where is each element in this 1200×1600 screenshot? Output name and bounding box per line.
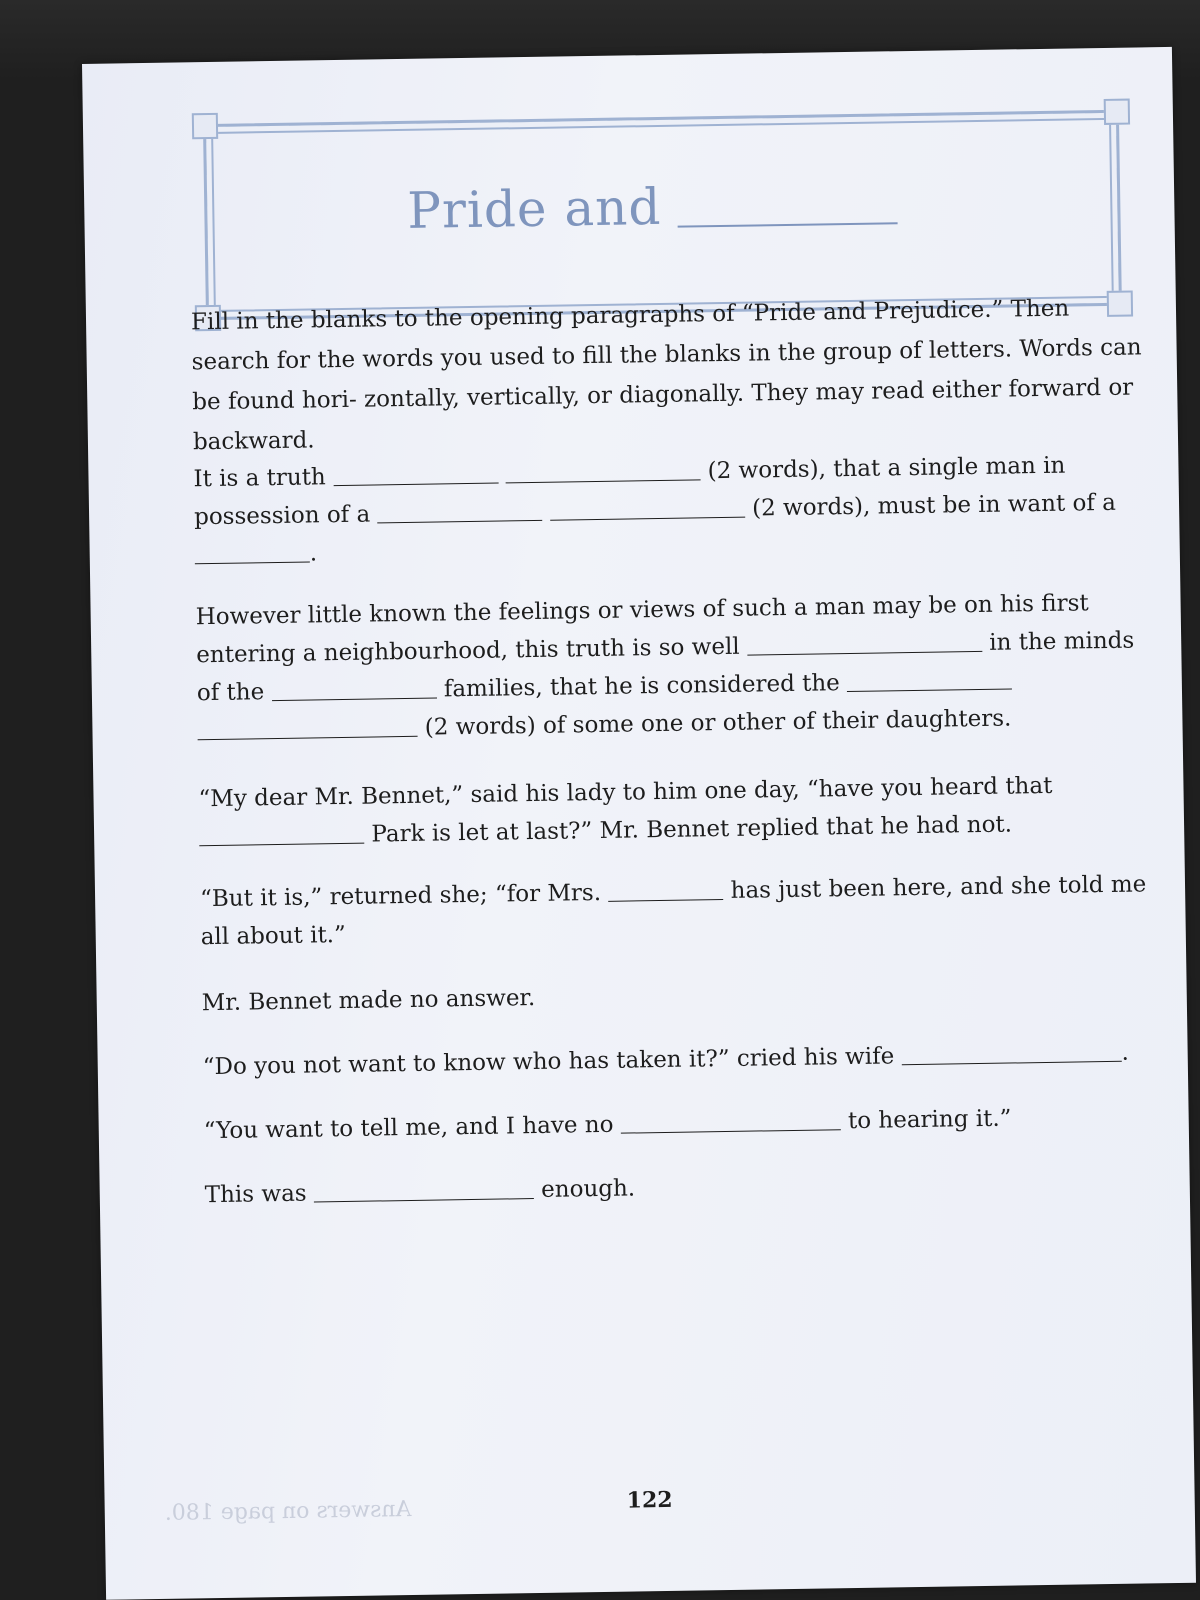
bleed-through-text: Answers on page 180. — [164, 1497, 412, 1526]
blank — [197, 714, 417, 740]
blank — [621, 1107, 841, 1133]
blank — [195, 539, 310, 564]
paragraph-1 — [193, 445, 1150, 574]
p2-text-c: families, that he is considered the — [443, 670, 841, 703]
paragraph-8 — [204, 1161, 1159, 1214]
p3-text-b: Park is let at last?” Mr. Bennet replied that he had not. — [371, 811, 1013, 848]
blank — [901, 1039, 1121, 1065]
blank — [608, 877, 723, 902]
p7-text-b: to hearing it.” — [847, 1105, 1012, 1135]
paragraph-4 — [200, 865, 1156, 956]
blank — [550, 495, 745, 521]
p2-text-a: However little known the feelings or views of such a man may be on his first entering a neighbourhood, this truth is so well — [195, 590, 1089, 669]
instructions: Fill in the blanks to the opening paragraphs of “Pride and Prejudice.” Then search for the words you used to fill the blanks in the group of letters. Words can be found hori- zontally, vertically, or diagonally. They may read either forward or backward. — [190, 295, 1142, 456]
p1-text-c: (2 words), must be in want of a — [751, 489, 1117, 522]
blank — [377, 498, 542, 524]
blank — [847, 666, 1012, 692]
worksheet-page — [82, 47, 1196, 1600]
p2-text-b: in the minds of the — [196, 627, 1135, 707]
p7-text-a: “You want to tell me, and I have no — [203, 1111, 614, 1145]
paragraph-5: Mr. Bennet made no answer. — [201, 984, 536, 1017]
p3-text-a: “My dear Mr. Bennet,” said his lady to him one day, “have you heard that — [198, 772, 1053, 813]
blank — [747, 629, 982, 656]
blank — [271, 676, 436, 702]
p4-text-b: has just been here, and she told me all about it.” — [200, 871, 1147, 951]
p1-text-a: It is a truth — [193, 464, 326, 493]
p4-text-a: “But it is,” returned she; “for Mrs. — [199, 879, 602, 913]
p6-text-b: . — [1121, 1039, 1130, 1066]
blank — [505, 457, 700, 483]
blank — [333, 461, 498, 487]
p6-text-a: “Do you not want to know who has taken it?” cried his wife — [202, 1043, 895, 1081]
p1-text-d: . — [309, 540, 318, 567]
blank — [199, 821, 364, 847]
paragraph-7 — [203, 1097, 1158, 1150]
paragraph-3 — [198, 765, 1154, 856]
frame-corner — [1104, 99, 1130, 125]
title-text: Pride and — [406, 177, 662, 240]
frame-corner — [192, 113, 218, 139]
p1-text-b: (2 words), that a single man in possession of a — [193, 452, 1066, 531]
page-number: 122 — [626, 1486, 673, 1514]
p8-text-b: enough. — [540, 1175, 636, 1203]
paragraph-2 — [195, 583, 1152, 750]
paragraph-6 — [202, 1033, 1157, 1086]
page-title — [407, 174, 898, 240]
p8-text-a: This was — [204, 1180, 307, 1209]
blank — [314, 1176, 534, 1202]
title-frame — [203, 110, 1122, 320]
title-blank — [678, 222, 898, 227]
p2-text-d: (2 words) of some one or other of their daughters. — [424, 705, 1012, 741]
